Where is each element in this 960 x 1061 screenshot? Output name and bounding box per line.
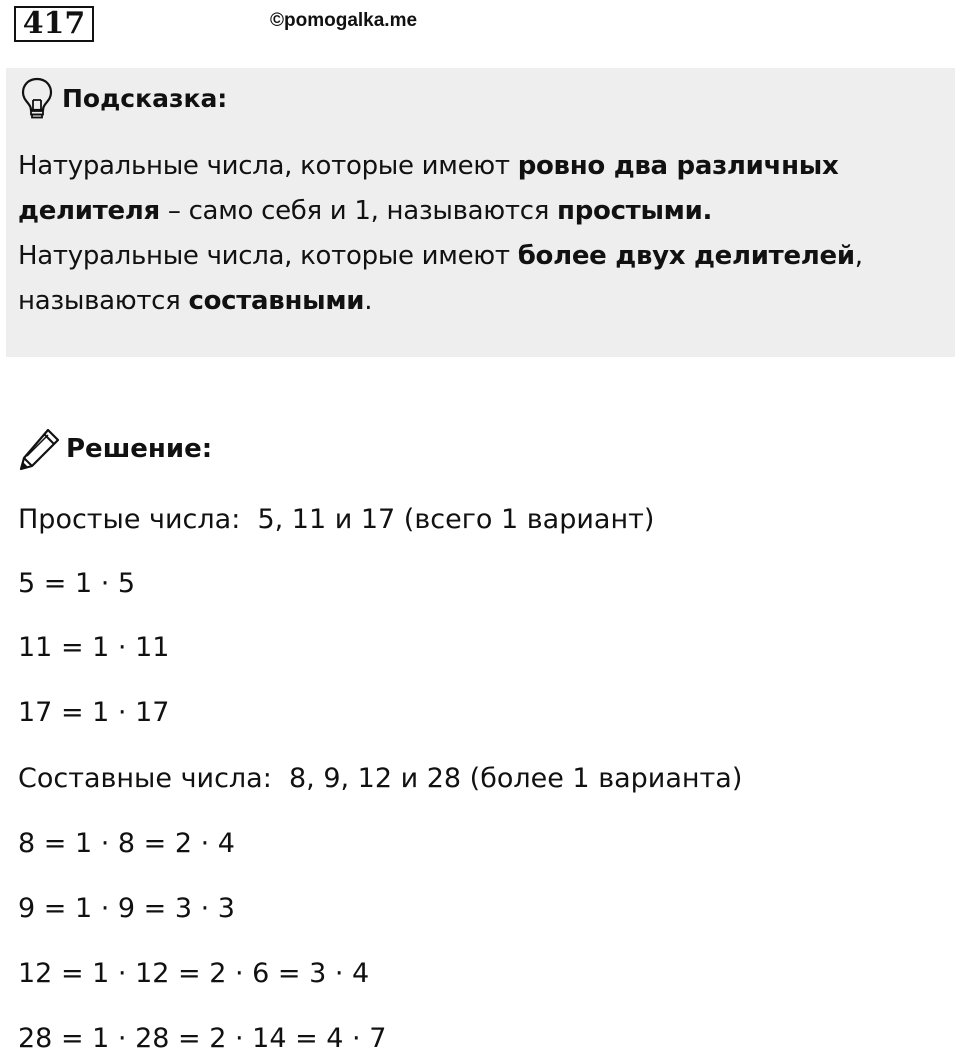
hint-header xyxy=(20,76,227,120)
hint-p2-b: более двух делителей xyxy=(517,241,855,271)
watermark: ©pomogalka.me xyxy=(270,10,418,31)
hint-title: Подсказка: xyxy=(62,83,228,113)
hint-p2-a: Натуральные числа, которые имеют xyxy=(18,241,518,271)
pencil-icon xyxy=(18,426,62,472)
solution-line: 12 = 1 · 12 = 2 · 6 = 3 · 4 xyxy=(18,958,370,989)
hint-box xyxy=(6,68,955,357)
hint-p2-d: составными xyxy=(188,286,365,316)
hint-p1-a: Натуральные числа, которые имеют xyxy=(18,151,518,181)
hint-p2-e: . xyxy=(364,286,373,316)
hint-text xyxy=(18,144,943,324)
solution-header xyxy=(18,424,212,474)
hint-p1-b: ровно два различных делителя xyxy=(18,151,839,226)
solution-line-primes: Простые числа: 5, 11 и 17 (всего 1 вариант) xyxy=(18,504,655,535)
solution-line: 17 = 1 · 17 xyxy=(18,697,170,728)
hint-p2-c: , называются xyxy=(18,241,863,316)
solution-line: 8 = 1 · 8 = 2 · 4 xyxy=(18,828,235,859)
solution-line: 9 = 1 · 9 = 3 · 3 xyxy=(18,893,235,924)
solution-line: 5 = 1 · 5 xyxy=(18,568,136,599)
task-number: 417 xyxy=(14,6,94,42)
solution-line-composites: Составные числа: 8, 9, 12 и 28 (более 1 варианта) xyxy=(18,763,743,794)
lightbulb-icon xyxy=(20,76,54,120)
solution-title: Решение: xyxy=(66,434,213,464)
solution-line: 11 = 1 · 11 xyxy=(18,632,170,663)
hint-p1-d: простыми. xyxy=(557,196,713,226)
hint-p1-c: – само себя и 1, называются xyxy=(159,196,558,226)
solution-line: 28 = 1 · 28 = 2 · 14 = 4 · 7 xyxy=(18,1023,387,1054)
